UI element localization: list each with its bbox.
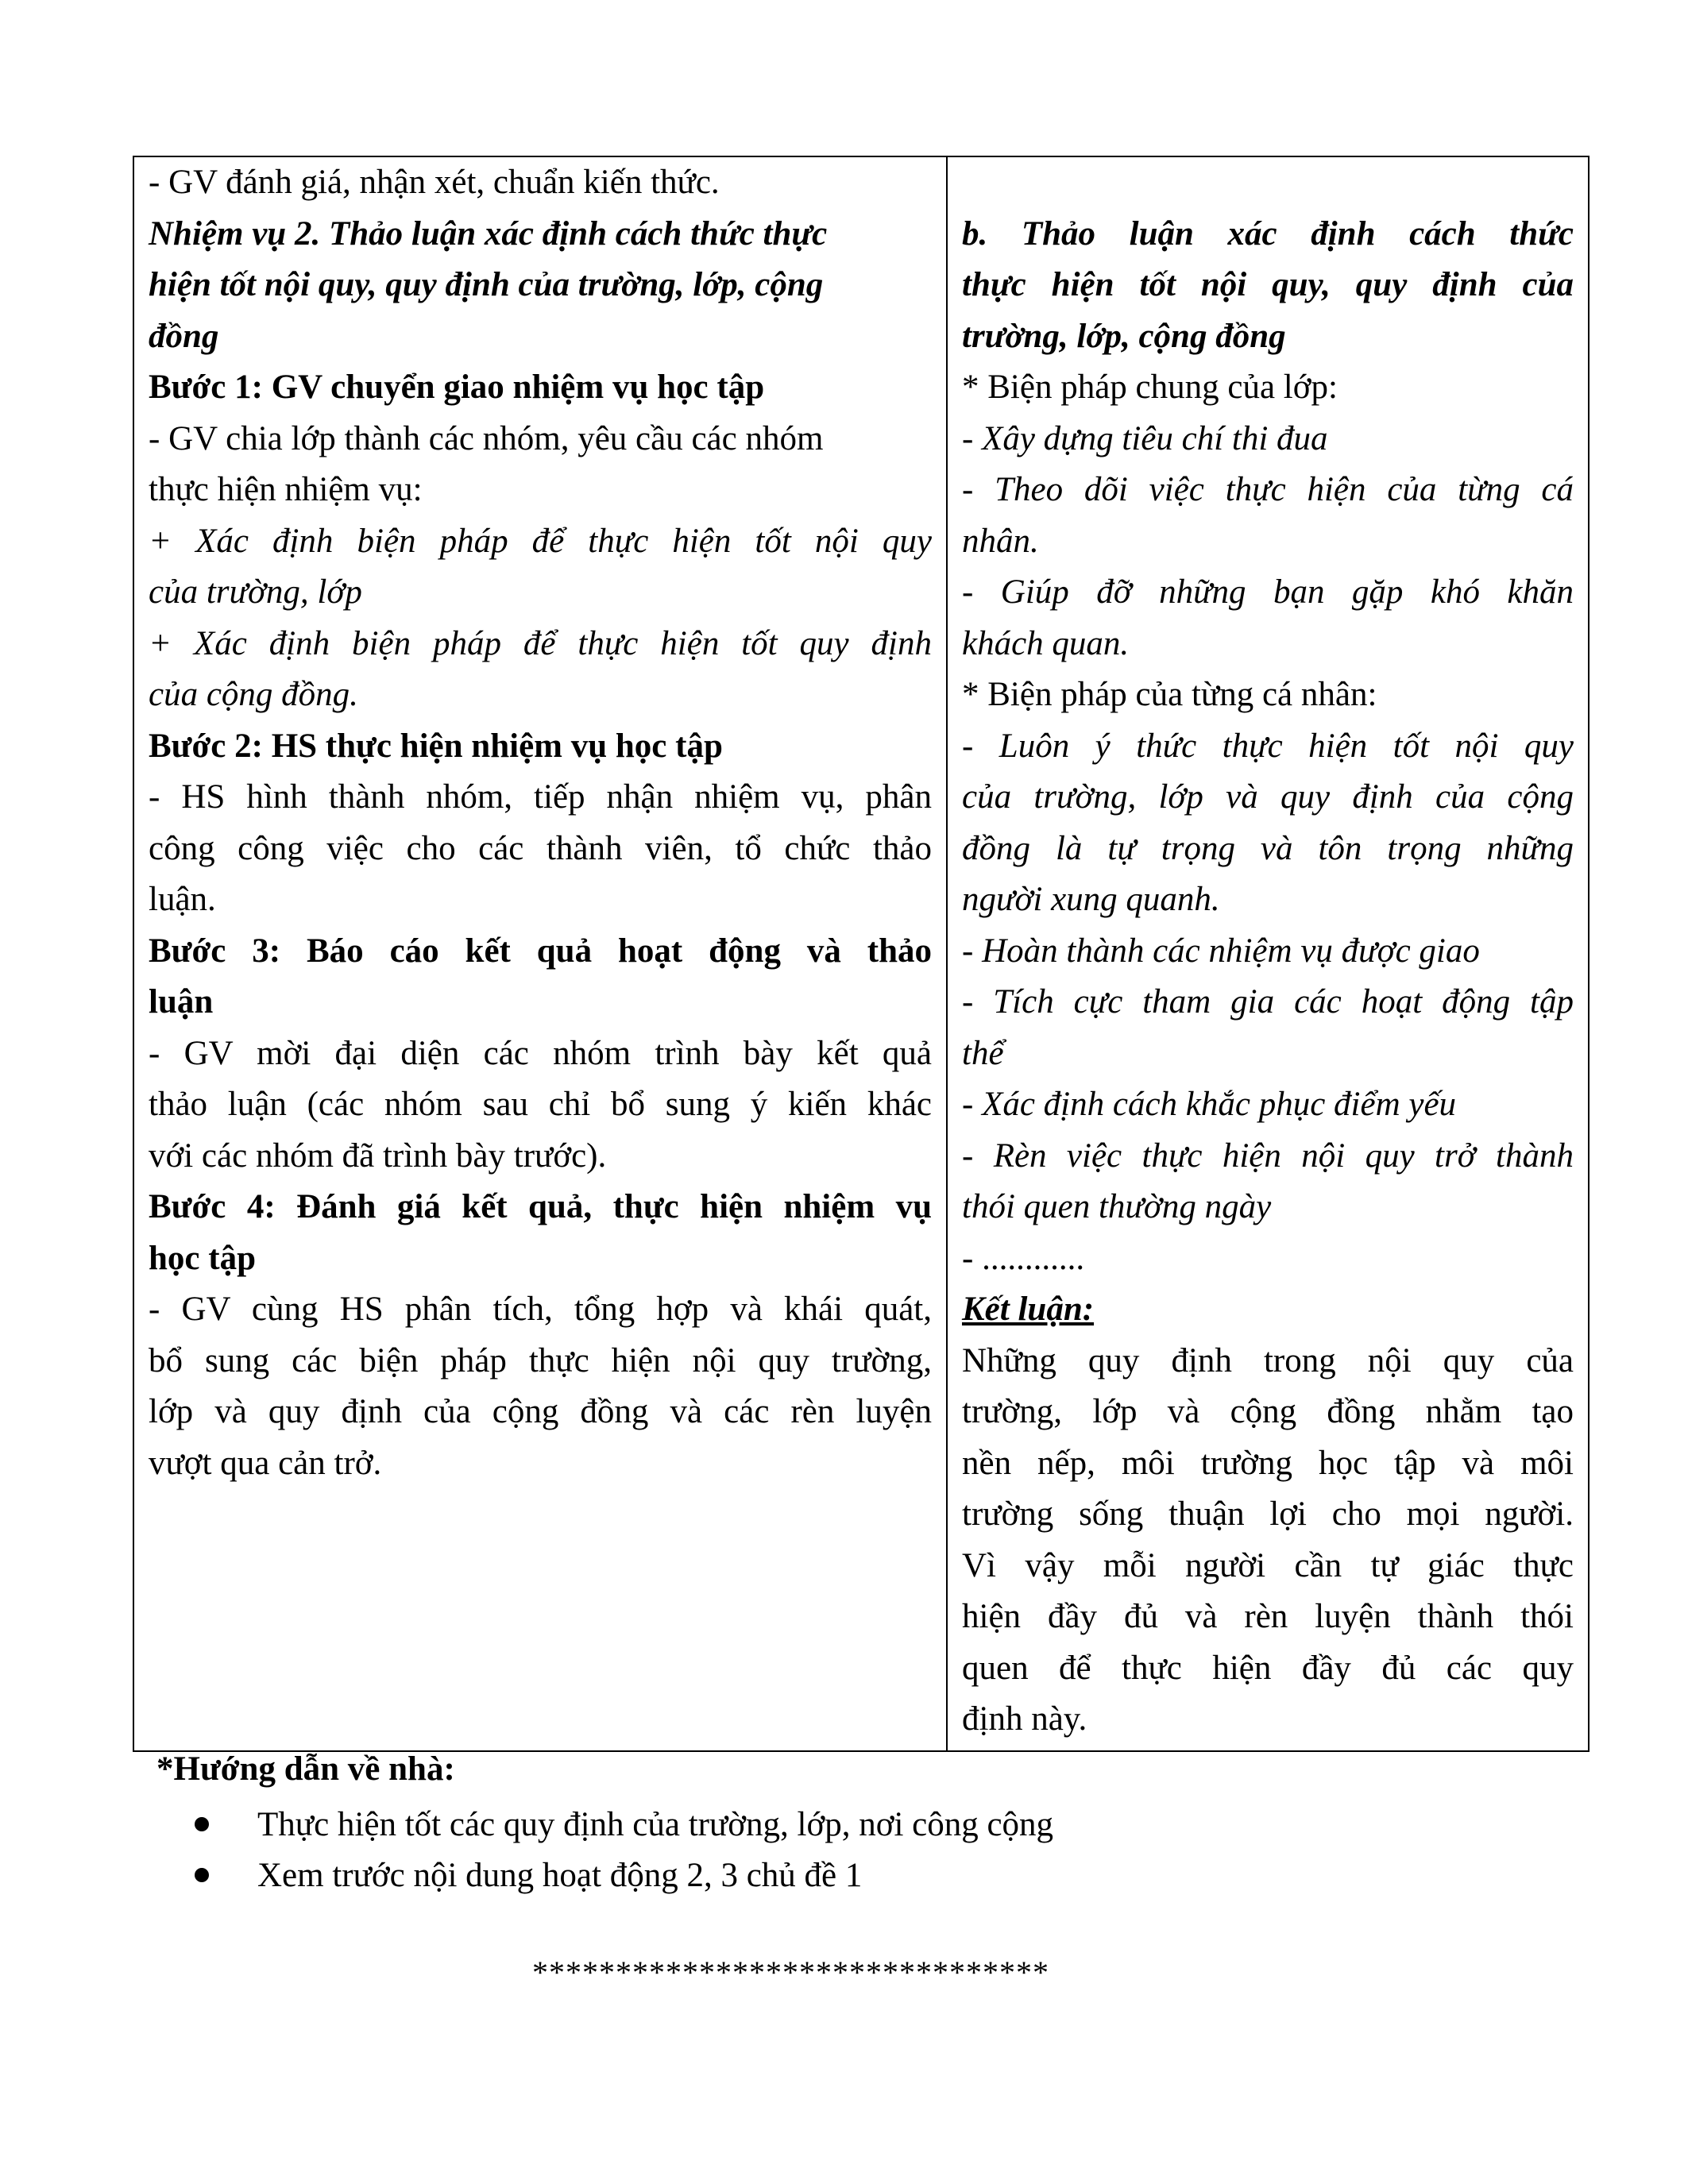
text-line: - Giúp đỡ những bạn gặp khó khăn [962,573,1574,611]
homework-title: *Hướng dẫn về nhà: [156,1750,455,1788]
text-line: - ............ [962,1239,1085,1277]
text-line: - GV đánh giá, nhận xét, chuẩn kiến thức. [149,164,720,201]
text-line: người xung quanh. [962,881,1220,918]
homework-item-text: Xem trước nội dung hoạt động 2, 3 chủ đề 1 [257,1857,863,1894]
text-line: học tập [149,1239,256,1277]
text-line: thói quen thường ngày [962,1188,1272,1225]
text-line: - Hoàn thành các nhiệm vụ được giao [962,932,1480,970]
text-line: - HS hình thành nhóm, tiếp nhận nhiệm vụ, phân [149,778,932,816]
text-line: + Xác định biện pháp để thực hiện tốt quy định [149,624,932,662]
homework-list [156,1800,1053,1901]
teacher-activity-cell [133,156,947,1751]
text-line: nhân. [962,522,1039,560]
separator-stars: ******************************* [532,1954,1049,1990]
text-line: quen để thực hiện đầy đủ các quy [962,1649,1574,1687]
text-line: trường, lớp và cộng đồng nhằm tạo [962,1393,1574,1430]
text-line: bổ sung các biện pháp thực hiện nội quy trường, [149,1341,932,1379]
text-line: với các nhóm đã trình bày trước). [149,1136,607,1175]
homework-item-text: Thực hiện tốt các quy định của trường, lớp, nơi công cộng [257,1806,1054,1843]
text-line: Kết luận: [962,1291,1095,1328]
text-line: luận. [149,881,216,918]
text-line: - GV chia lớp thành các nhóm, yêu cầu các nhóm [149,419,824,457]
text-line: Nhiệm vụ 2. Thảo luận xác định cách thức thực [149,214,828,253]
text-line: Bước 4: Đánh giá kết quả, thực hiện nhiệm vụ [149,1188,932,1225]
text-line: thể [962,1034,1004,1072]
text-line: thực hiện nhiệm vụ: [149,471,423,508]
text-line: của trường, lớp và quy định của cộng [962,778,1574,816]
text-line: đồng là tự trọng và tôn trọng những [962,829,1574,867]
text-line: khách quan. [962,624,1130,662]
text-line: trường, lớp, cộng đồng [962,317,1286,355]
lesson-table [133,156,1590,1752]
text-line: luận [149,983,214,1021]
content-cell [947,156,1589,1751]
text-line: của cộng đồng. [149,676,358,713]
text-line: - Xác định cách khắc phục điểm yếu [962,1086,1457,1123]
text-line: Những quy định trong nội quy của [962,1341,1574,1379]
text-line: - Theo dõi việc thực hiện của từng cá [962,471,1574,508]
text-line: - GV mời đại diện các nhóm trình bày kết quả [149,1034,932,1072]
table-row [133,156,1589,1751]
list-item [156,1850,1053,1901]
homework-section [156,1744,1053,1901]
text-line: - Rèn việc thực hiện nội quy trở thành [962,1136,1574,1175]
text-line: trường sống thuận lợi cho mọi người. [962,1495,1574,1533]
text-line: lớp và quy định của cộng đồng và các rèn luyện [149,1393,932,1430]
text-line: hiện đầy đủ và rèn luyện thành thói [962,1598,1574,1635]
text-line: vượt qua cản trở. [149,1444,382,1482]
text-line: - Xây dựng tiêu chí thi đua [962,419,1328,457]
list-item [156,1800,1053,1850]
text-line: của trường, lớp [149,573,362,611]
text-line: - GV cùng HS phân tích, tổng hợp và khái quát, [149,1291,932,1328]
text-line: - Tích cực tham gia các hoạt động tập [962,983,1574,1021]
text-line: công công việc cho các thành viên, tổ chức thảo [149,829,932,867]
text-line: Bước 3: Báo cáo kết quả hoạt động và thảo [149,932,932,970]
text-line: Bước 1: GV chuyển giao nhiệm vụ học tập [149,369,765,406]
text-line: + Xác định biện pháp để thực hiện tốt nội quy [149,522,932,560]
bullet-icon [195,1817,209,1831]
bullet-icon [195,1868,209,1882]
text-line: định này. [962,1700,1087,1738]
text-line: thảo luận (các nhóm sau chỉ bổ sung ý kiến khác [149,1086,932,1123]
text-line: Bước 2: HS thực hiện nhiệm vụ học tập [149,727,723,765]
text-line: b. Thảo luận xác định cách thức [962,214,1574,253]
text-line: * Biện pháp của từng cá nhân: [962,676,1377,713]
text-line: nền nếp, môi trường học tập và môi [962,1444,1574,1482]
text-line: Vì vậy mỗi người cần tự giác thực [962,1546,1574,1584]
text-line: * Biện pháp chung của lớp: [962,369,1338,406]
text-line: đồng [149,317,219,355]
text-line [962,157,1574,209]
text-line: thực hiện tốt nội quy, quy định của [962,266,1574,303]
text-line: - Luôn ý thức thực hiện tốt nội quy [962,727,1574,765]
text-line: hiện tốt nội quy, quy định của trường, lớp, cộng [149,266,824,303]
